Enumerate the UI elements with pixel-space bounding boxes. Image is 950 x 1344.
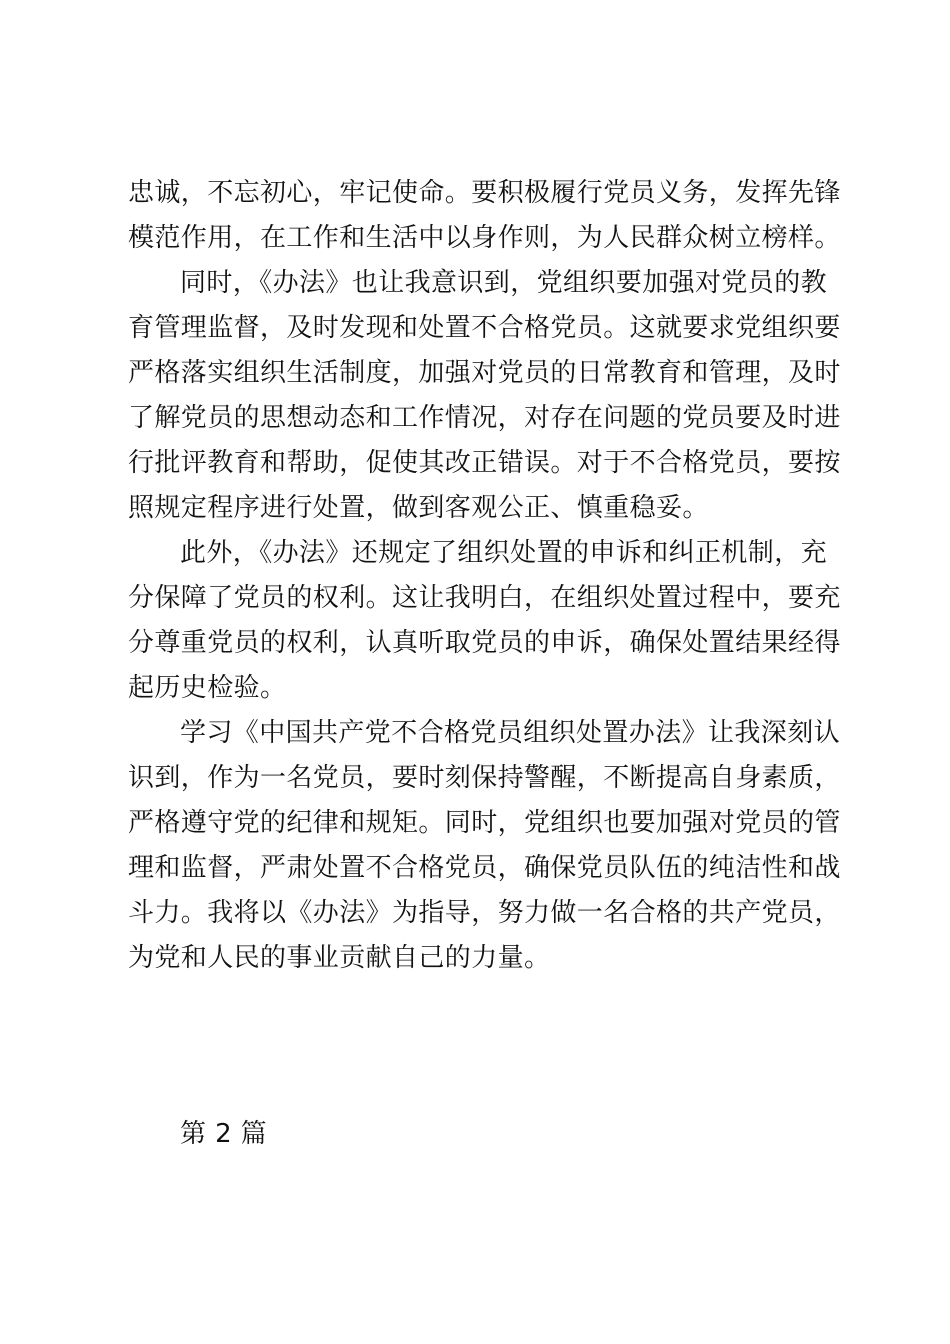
- text-line: 此外，《办法》还规定了组织处置的申诉和纠正机制，充: [180, 538, 828, 568]
- text-line: 学习《中国共产党不合格党员组织处置办法》让我深刻认: [180, 718, 841, 748]
- text-line: 斗力。我将以《办法》为指导，努力做一名合格的共产党员，: [128, 898, 841, 928]
- text-line: 分保障了党员的权利。这让我明白，在组织处置过程中，要充: [128, 583, 841, 613]
- text-line: 了解党员的思想动态和工作情况，对存在问题的党员要及时进: [128, 403, 841, 433]
- text-line: 模范作用，在工作和生活中以身作则，为人民群众树立榜样。: [128, 223, 841, 253]
- text-line: 行批评教育和帮助，促使其改正错误。对于不合格党员，要按: [128, 448, 841, 478]
- text-line: 照规定程序进行处置，做到客观公正、慎重稳妥。: [128, 493, 709, 523]
- section-heading: 第 2 篇: [180, 1119, 268, 1149]
- text-line: 严格遵守党的纪律和规矩。同时，党组织也要加强对党员的管: [128, 808, 841, 838]
- text-line: 分尊重党员的权利，认真听取党员的申诉，确保处置结果经得: [128, 628, 841, 658]
- text-line: 同时，《办法》也让我意识到，党组织要加强对党员的教: [180, 268, 828, 298]
- text-line: 理和监督，严肃处置不合格党员，确保党员队伍的纯洁性和战: [128, 853, 841, 883]
- text-line: 为党和人民的事业贡献自己的力量。: [128, 943, 551, 973]
- text-line: 忠诚，不忘初心，牢记使命。要积极履行党员义务，发挥先锋: [128, 178, 841, 208]
- text-line: 育管理监督，及时发现和处置不合格党员。这就要求党组织要: [128, 313, 841, 343]
- text-line: 识到，作为一名党员，要时刻保持警醒，不断提高自身素质，: [128, 763, 841, 793]
- text-line: 起历史检验。: [128, 673, 287, 703]
- text-line: 严格落实组织生活制度，加强对党员的日常教育和管理，及时: [128, 358, 841, 388]
